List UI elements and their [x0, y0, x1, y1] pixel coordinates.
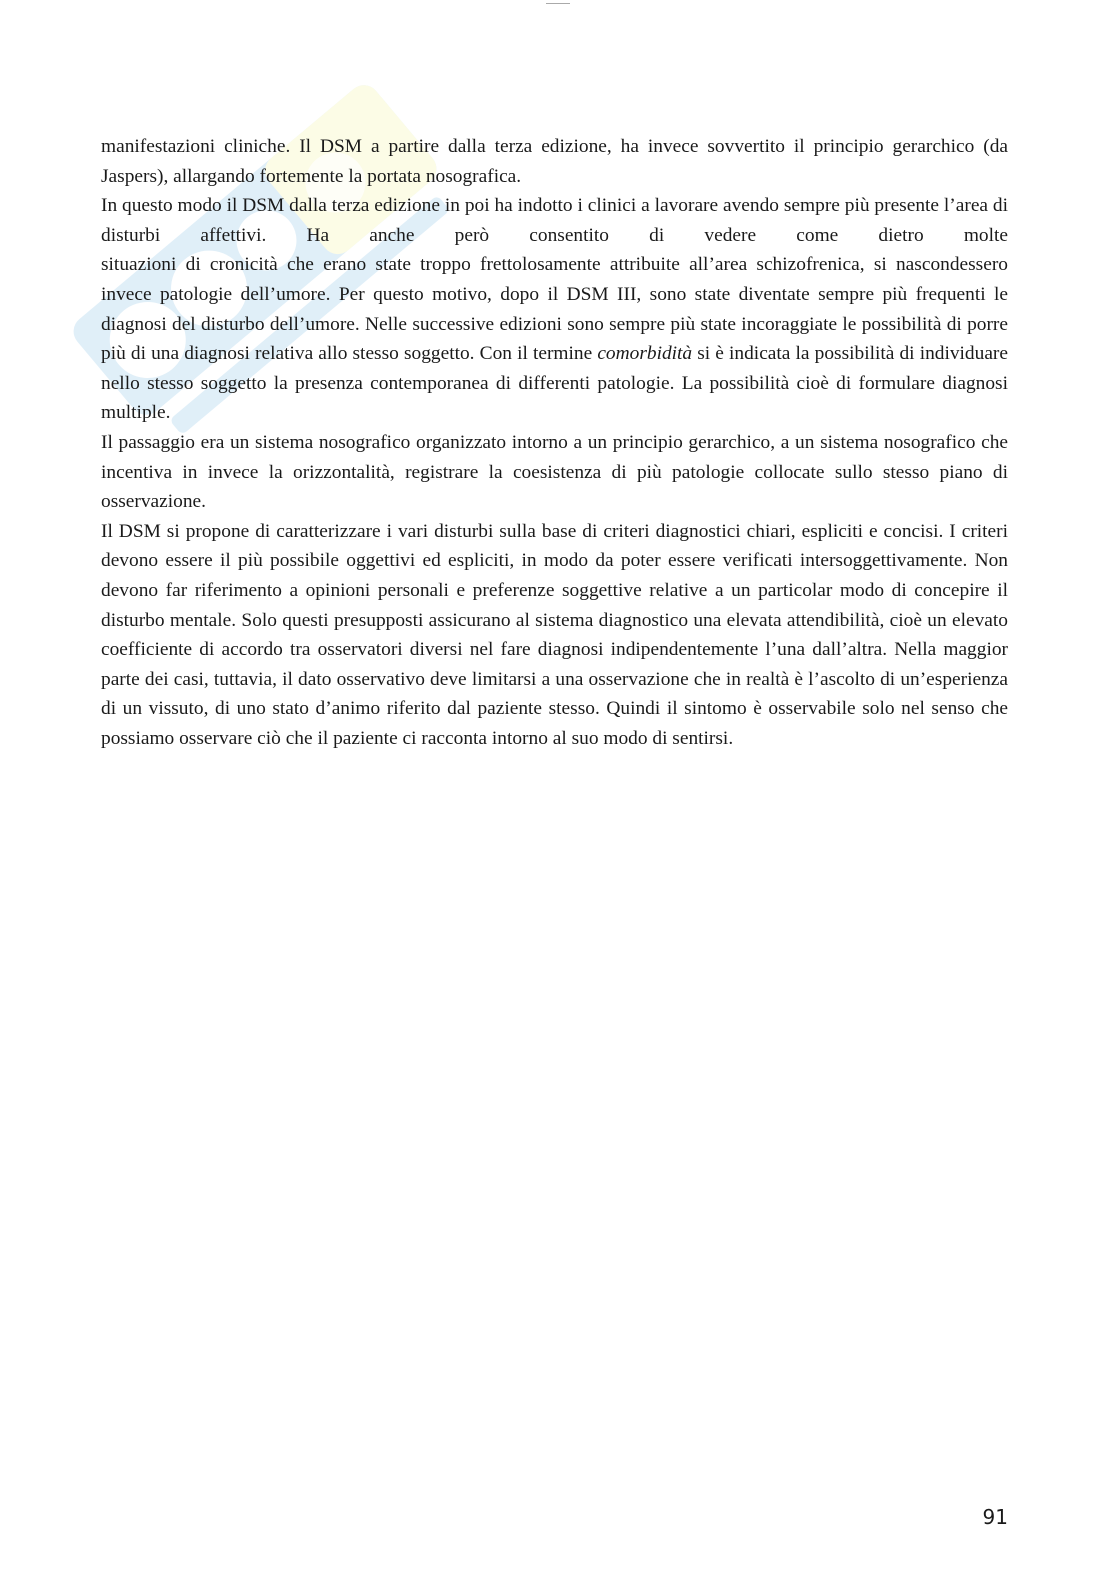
text-run: Il DSM si propone di caratterizzare i vari disturbi sulla base di criteri diagnostici chiari, espliciti e concisi. I criteri devono essere il più possibile oggettivi ed espliciti, in modo da poter essere verificati intersoggettivamente. Non devono far riferimento a opinioni personali e preferenze soggettive relative a un particolar modo di concepire il disturbo mentale. Solo questi presupposti assicurano al sistema diagnostico una elevata attendibilità, cioè un elevato coefficiente di accordo tra osservatori diversi nel fare diagnosi indipendentemente l’una dall’altra. Nella maggior parte dei casi, tuttavia, il dato osservativo deve limitarsi a una osservazione che in realtà è l’ascolto di un’esperienza di un vissuto, di uno stato d’animo riferito dal paziente stesso. Quindi il sintomo è osservabile solo nel senso che possiamo osservare ciò che il paziente ci racconta intorno al suo modo di sentirsi. [101, 520, 1008, 749]
text-run: si è indicata la possibilità di individuare nello stesso soggetto la presenza contemporanea di differenti patologie. La possibilità cioè di formulare diagnosi multiple. [101, 343, 1008, 424]
paragraph [101, 191, 1008, 250]
paragraph [101, 132, 1008, 191]
header-mark [0, 0, 1116, 5]
text-run: manifestazioni cliniche. Il DSM a partire dalla terza edizione, ha invece sovvertito il principio gerarchico (da Jaspers), allargando fortemente la portata nosografica. [101, 136, 1008, 187]
page-number: 91 [982, 1505, 1008, 1529]
text-run: situazioni di cronicità che erano state troppo frettolosamente attribuite all’area schizofrenica, si nascondessero invece patologie dell’umore. Per questo motivo, dopo il DSM III, sono state diventate sempre più frequenti le diagnosi del disturbo dell’umore. Nelle successive edizioni sono sempre più state incoraggiate le possibilità di porre più di una diagnosi relativa allo stesso soggetto. Con il termine [101, 254, 1008, 365]
italic-term: comorbidità [597, 343, 693, 365]
paragraph [101, 250, 1008, 428]
paragraph [101, 428, 1008, 517]
document-body [101, 132, 1008, 753]
text-run: Il passaggio era un sistema nosografico organizzato intorno a un principio gerarchico, a un sistema nosografico che incentiva in invece la orizzontalità, registrare la coesistenza di più patologie collocate sullo stesso piano di osservazione. [101, 431, 1008, 513]
text-run: In questo modo il DSM dalla terza edizione in poi ha indotto i clinici a lavorare avendo sempre più presente l’area di disturbi affettivi. Ha anche però consentito di vedere come dietro molte [101, 195, 1008, 246]
paragraph [101, 517, 1008, 754]
